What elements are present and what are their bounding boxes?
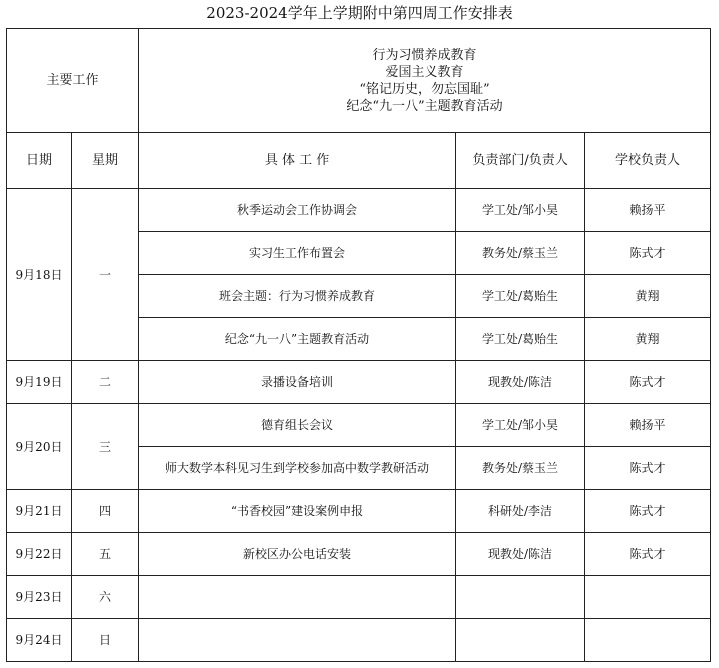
theme-line: 纪念“九一八”主题教育活动 <box>346 98 503 114</box>
task-cell: 实习生工作布置会 <box>139 232 456 275</box>
school-cell: 赖扬平 <box>585 189 711 232</box>
dept-cell <box>456 619 585 662</box>
weekday-cell: 五 <box>72 533 139 576</box>
header-date: 日期 <box>7 133 72 189</box>
header-task: 具 体 工 作 <box>139 133 456 189</box>
date-cell: 9月19日 <box>7 361 72 404</box>
task-cell: 德育组长会议 <box>139 404 456 447</box>
dept-cell: 学工处/葛贻生 <box>456 318 585 361</box>
dept-cell: 教务处/蔡玉兰 <box>456 232 585 275</box>
main-work-themes <box>139 29 711 133</box>
header-row <box>7 133 711 189</box>
school-cell: 黄翔 <box>585 275 711 318</box>
schedule-table <box>6 28 711 662</box>
school-cell: 陈式才 <box>585 490 711 533</box>
theme-line: 行为习惯养成教育 <box>372 47 477 63</box>
date-cell: 9月24日 <box>7 619 72 662</box>
task-cell <box>139 576 456 619</box>
page-title: 2023-2024学年上学期附中第四周工作安排表 <box>206 4 513 22</box>
school-cell: 陈式才 <box>585 361 711 404</box>
date-cell: 9月18日 <box>7 189 72 361</box>
task-cell: 秋季运动会工作协调会 <box>139 189 456 232</box>
task-cell: 师大数学本科见习生到学校参加高中数学教研活动 <box>139 447 456 490</box>
table-row <box>7 404 711 447</box>
table-row <box>7 576 711 619</box>
task-cell <box>139 619 456 662</box>
weekday-cell: 二 <box>72 361 139 404</box>
table-row <box>7 189 711 232</box>
task-cell: 纪念“九一八”主题教育活动 <box>139 318 456 361</box>
date-cell: 9月20日 <box>7 404 72 490</box>
table-row <box>7 619 711 662</box>
main-work-row <box>7 29 711 133</box>
theme-line: 爱国主义教育 <box>385 64 464 80</box>
main-work-label: 主要工作 <box>7 29 139 133</box>
dept-cell: 学工处/邹小昊 <box>456 189 585 232</box>
dept-cell: 学工处/邹小昊 <box>456 404 585 447</box>
theme-line: “铭记历史，勿忘国耻” <box>359 81 490 97</box>
weekday-cell: 一 <box>72 189 139 361</box>
dept-cell: 学工处/葛贻生 <box>456 275 585 318</box>
header-school: 学校负责人 <box>585 133 711 189</box>
school-cell: 黄翔 <box>585 318 711 361</box>
task-cell: 新校区办公电话安装 <box>139 533 456 576</box>
school-cell: 陈式才 <box>585 232 711 275</box>
school-cell <box>585 619 711 662</box>
school-cell: 赖扬平 <box>585 404 711 447</box>
table-row <box>7 361 711 404</box>
table-row <box>7 490 711 533</box>
date-cell: 9月23日 <box>7 576 72 619</box>
school-cell <box>585 576 711 619</box>
dept-cell: 现教处/陈洁 <box>456 361 585 404</box>
task-cell: “书香校园”建设案例申报 <box>139 490 456 533</box>
header-dept: 负责部门/负责人 <box>456 133 585 189</box>
dept-cell: 现教处/陈洁 <box>456 533 585 576</box>
school-cell: 陈式才 <box>585 447 711 490</box>
school-cell: 陈式才 <box>585 533 711 576</box>
date-cell: 9月21日 <box>7 490 72 533</box>
task-cell: 班会主题：行为习惯养成教育 <box>139 275 456 318</box>
weekday-cell: 六 <box>72 576 139 619</box>
task-cell: 录播设备培训 <box>139 361 456 404</box>
dept-cell <box>456 576 585 619</box>
table-row <box>7 533 711 576</box>
weekday-cell: 日 <box>72 619 139 662</box>
date-cell: 9月22日 <box>7 533 72 576</box>
dept-cell: 科研处/李洁 <box>456 490 585 533</box>
dept-cell: 教务处/蔡玉兰 <box>456 447 585 490</box>
header-weekday: 星期 <box>72 133 139 189</box>
weekday-cell: 四 <box>72 490 139 533</box>
weekday-cell: 三 <box>72 404 139 490</box>
